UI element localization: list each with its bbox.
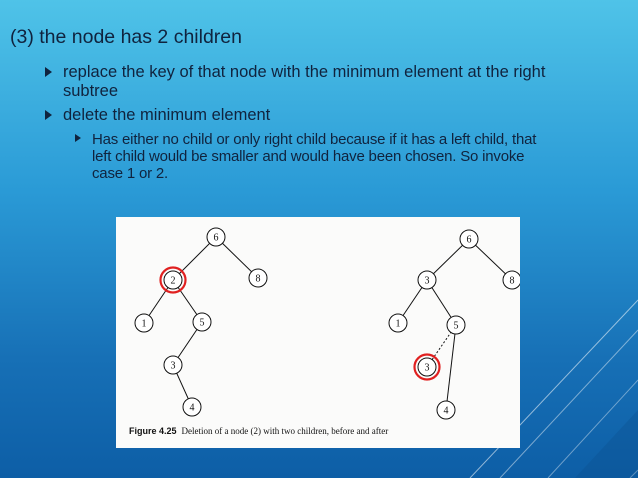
node-label: 2 (170, 275, 176, 287)
node-label: 3 (170, 360, 176, 372)
figure-caption (129, 426, 388, 436)
caption-label: Figure 4.25 (129, 426, 177, 436)
node-label: 1 (141, 318, 147, 330)
bullet-delete-minimum (63, 106, 563, 125)
node-label: 5 (199, 317, 205, 329)
node-label: 8 (509, 275, 515, 287)
node-label: 3 (424, 275, 430, 287)
bullet-arrow-icon (45, 67, 52, 77)
bullet-arrow-icon (45, 110, 52, 120)
node-label: 1 (395, 318, 401, 330)
node-label: 8 (255, 273, 261, 285)
bullet-text: replace the key of that node with the minimum element at the right subtree (63, 63, 546, 100)
bullet-arrow-icon (75, 134, 81, 142)
figure-bst-deletion (116, 217, 520, 448)
bullet-replace-key (63, 63, 563, 101)
slide-title: (3) the node has 2 children (10, 26, 242, 48)
node-label: 5 (453, 320, 459, 332)
node-label: 4 (443, 405, 449, 417)
bullet-text: delete the minimum element (63, 106, 271, 124)
node-label: 6 (213, 232, 219, 244)
tree-diagrams (116, 217, 520, 448)
sub-bullet-text: Has either no child or only right child because if it has a left child, that left child would be smaller and would have been chosen. So invoke case 1 or 2. (92, 131, 537, 182)
sub-bullet-explanation (92, 131, 552, 182)
caption-text: Deletion of a node (2) with two children, before and after (181, 426, 389, 436)
node-label: 6 (466, 234, 472, 246)
node-label: 3 (424, 362, 430, 374)
node-label: 4 (189, 402, 195, 414)
